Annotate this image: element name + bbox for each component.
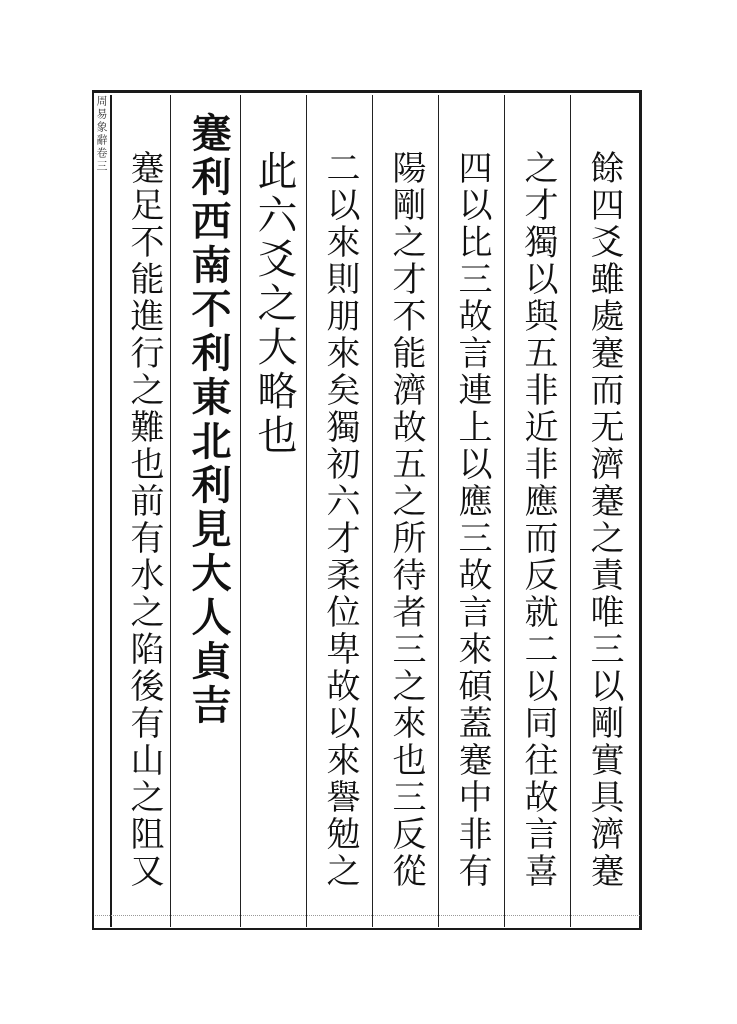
column-divider xyxy=(306,95,307,927)
text-column-5: 二以來則朋來矣獨初六才柔位卑故以來譽勉之 xyxy=(320,150,360,890)
text-column-6: 此六爻之大略也 xyxy=(251,150,297,458)
text-column-2: 之才獨以與五非近非應而反就二以同往故言喜 xyxy=(518,150,558,890)
column-divider xyxy=(570,95,571,927)
bottom-edge xyxy=(95,915,640,924)
text-column-1: 餘四爻雖處蹇而无濟蹇之責唯三以剛實具濟蹇 xyxy=(584,150,624,890)
column-divider xyxy=(170,95,171,927)
text-column-3: 四以比三故言連上以應三故言來碩蓋蹇中非有 xyxy=(452,150,492,890)
text-column-7-heading: 蹇利西南不利東北利見大人貞吉 xyxy=(185,112,232,728)
column-divider xyxy=(240,95,241,927)
margin-label: 周易象辭卷三 xyxy=(95,95,108,173)
column-divider xyxy=(438,95,439,927)
column-divider xyxy=(504,95,505,927)
text-column-4: 陽剛之才不能濟故五之所待者三之來也三反從 xyxy=(386,150,426,890)
column-divider xyxy=(372,95,373,927)
text-column-8: 蹇足不能進行之難也前有水之陷後有山之阻又 xyxy=(124,150,164,890)
